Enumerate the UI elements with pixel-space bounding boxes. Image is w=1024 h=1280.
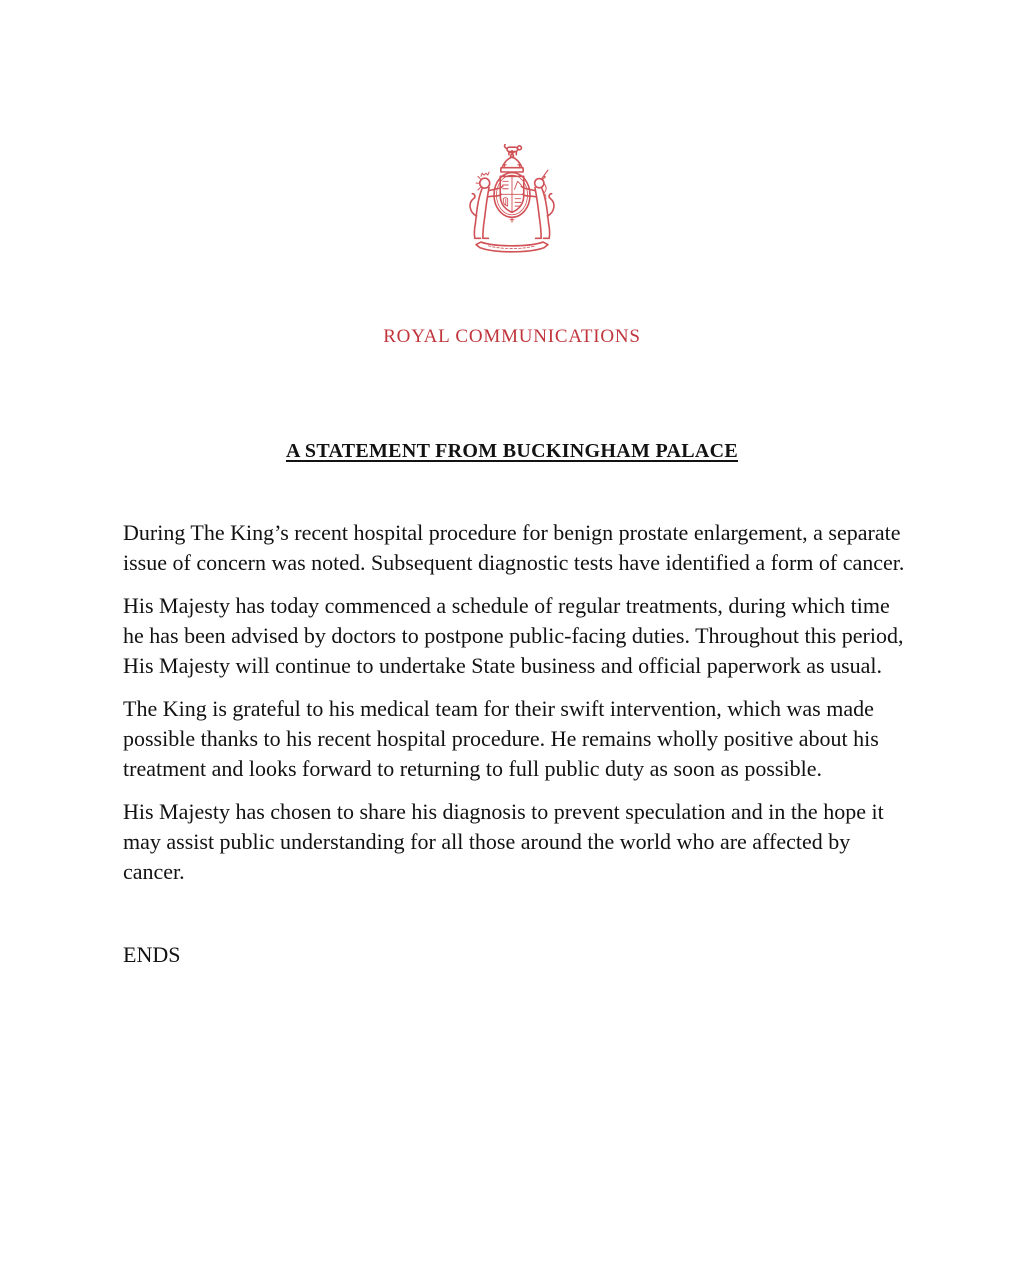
statement-body [123,518,909,983]
statement-paragraph-4: His Majesty has chosen to share his diagnosis to prevent speculation and in the hope it may assist public understanding for all those around the world who are affected by cancer. [123,799,884,884]
ends-marker: ENDS [123,942,181,967]
statement-paragraph-1: During The King’s recent hospital procedure for benign prostate enlargement, a separate issue of concern was noted. Subsequent diagnostic tests have identified a form of cancer. [123,520,905,575]
royal-coat-of-arms-icon [450,144,574,262]
crown-icon [501,151,523,172]
statement-paragraph-3: The King is grateful to his medical team for their swift intervention, which was made possible thanks to his recent hospital procedure. He remains wholly positive about his treatment and looks forward to returning to full public duty as soon as possible. [123,696,879,781]
motto-ribbon-icon [476,242,548,252]
letterhead-crest [0,144,1024,267]
letterhead-org-name: ROYAL COMMUNICATIONS [383,326,641,347]
statement-title: A STATEMENT FROM BUCKINGHAM PALACE [285,440,739,462]
statement-paragraph-2: His Majesty has today commenced a schedule of regular treatments, during which time he has been advised by doctors to postpone public-facing duties. Throughout this period, His Majesty will continue to undertake State business and official paperwork as usual. [123,593,904,678]
shield-icon [500,176,524,212]
